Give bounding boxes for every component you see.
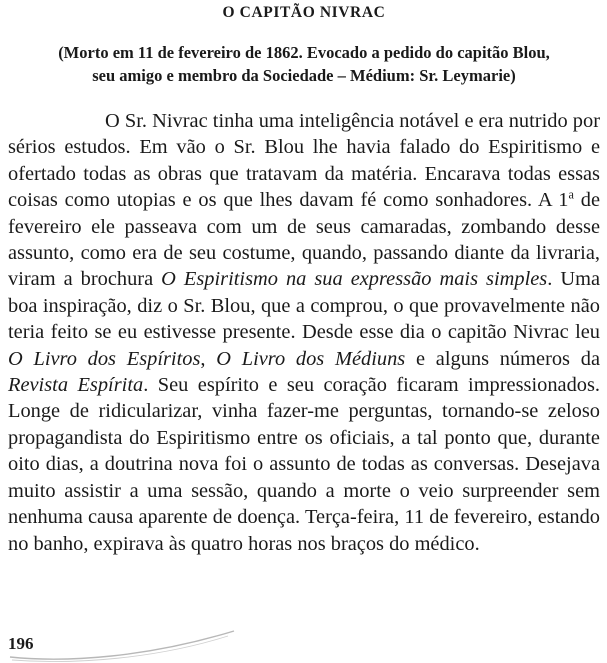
body-text (8, 108, 600, 557)
document-page (8, 0, 600, 663)
subtitle (8, 41, 600, 87)
page-title: O CAPITÃO NIVRAC (222, 4, 386, 21)
page-number: 196 (8, 634, 34, 653)
body-text-part-2: de fevereiro ele passeava com um de seus camaradas, zombando desse assunto, como era de seu costume, quando, passando diante da livraria, viram a brochura (8, 189, 600, 291)
body-text-part-3: . Uma boa inspiração, diz o Sr. Blou, que a comprou, o que provavelmente não teria feito se eu estivesse presente. Desde esse dia o capitão Nivrac leu (8, 268, 600, 344)
body-text-part-1: O Sr. Nivrac tinha uma inteligência notável e era nutrido por sérios estudos. Em vão o Sr. Blou lhe havia falado do Espiritismo e ofertado todas as obras que tratavam da matéria. Encarava todas essas coisas como utopias e os que lhes davam fé como sonhadores. A 1 (8, 110, 600, 212)
subtitle-line-2: seu amigo e membro da Sociedade – Médium: Sr. Leymarie) (92, 66, 516, 85)
body-text-part-6: . Seu espírito e seu coração ficaram impressionados. Longe de ridicularizar, vinha fazer-me perguntas, tornando-se zeloso propagandista do Espiritismo entre os oficiais, a tal ponto que, durante oito dias, a doutrina nova foi o assunto de todas as conversas. Desejava muito assistir a uma sessão, quando a morte o veio surpreender sem nenhuma causa aparente de doença. Terça-feira, 11 de fevereiro, estando no banho, expirava às quatro horas nos braços do médico. (8, 374, 600, 555)
ordinal-superscript: a (568, 187, 574, 202)
book-title-livro-mediuns: O Livro dos Médiuns (216, 347, 406, 370)
book-title-revista-espirita: Revista Espírita (8, 374, 144, 397)
body-text-part-4: , (200, 347, 217, 370)
page-swoosh-icon (8, 627, 238, 663)
book-title-livro-espiritos: O Livro dos Espíritos (8, 347, 201, 370)
subtitle-line-1: (Morto em 11 de fevereiro de 1862. Evocado a pedido do capitão Blou, (58, 43, 550, 62)
book-title-espiritismo-simples: O Espiritismo na sua expressão mais simples (161, 268, 548, 291)
body-text-part-5: e alguns números da (405, 347, 600, 370)
page-footer (8, 627, 600, 663)
body-paragraph (8, 108, 600, 557)
